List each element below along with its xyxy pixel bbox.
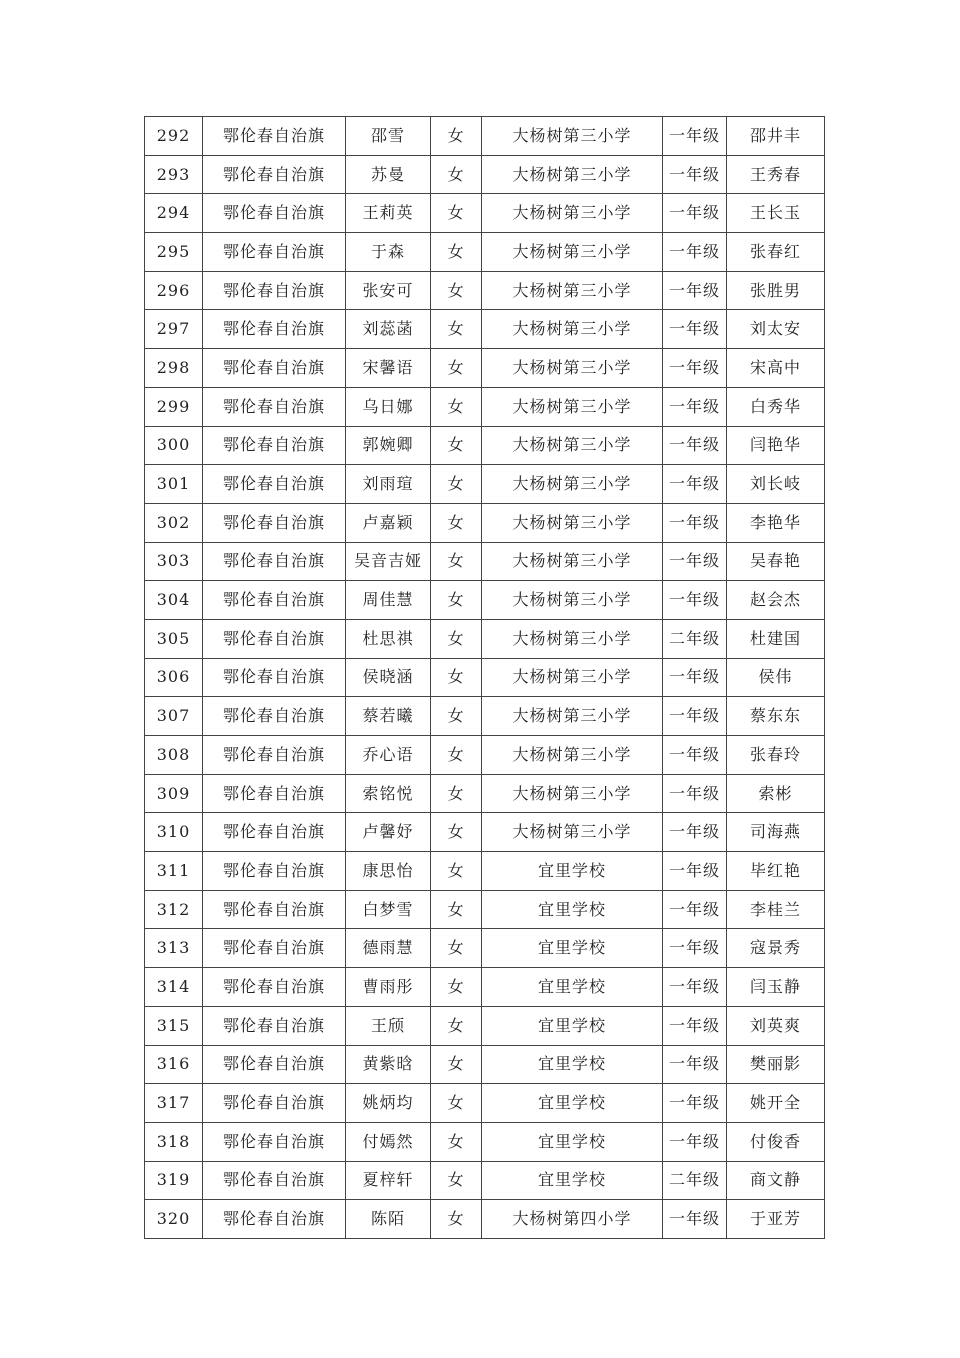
grade-cell: 一年级 (663, 271, 727, 310)
school-cell: 大杨树第三小学 (482, 155, 663, 194)
student-name-cell: 曹雨彤 (346, 968, 431, 1007)
row-number-cell: 320 (145, 1200, 203, 1239)
school-cell: 大杨树第三小学 (482, 310, 663, 349)
row-number-cell: 312 (145, 890, 203, 929)
region-cell: 鄂伦春自治旗 (203, 774, 346, 813)
region-cell: 鄂伦春自治旗 (203, 1045, 346, 1084)
school-cell: 宜里学校 (482, 1084, 663, 1123)
student-name-cell: 蔡若曦 (346, 697, 431, 736)
table-row (145, 1045, 825, 1084)
guardian-name-cell: 赵会杰 (727, 581, 825, 620)
table-row (145, 581, 825, 620)
grade-cell: 一年级 (663, 968, 727, 1007)
student-name-cell: 黄紫晗 (346, 1045, 431, 1084)
row-number-cell: 314 (145, 968, 203, 1007)
school-cell: 宜里学校 (482, 890, 663, 929)
school-cell: 大杨树第三小学 (482, 658, 663, 697)
student-name-cell: 杜思祺 (346, 619, 431, 658)
student-name-cell: 康思怡 (346, 852, 431, 891)
guardian-name-cell: 寇景秀 (727, 929, 825, 968)
student-name-cell: 乌日娜 (346, 387, 431, 426)
school-cell: 大杨树第三小学 (482, 774, 663, 813)
region-cell: 鄂伦春自治旗 (203, 1122, 346, 1161)
gender-cell: 女 (431, 929, 482, 968)
school-cell: 宜里学校 (482, 1122, 663, 1161)
region-cell: 鄂伦春自治旗 (203, 310, 346, 349)
row-number-cell: 307 (145, 697, 203, 736)
school-cell: 大杨树第三小学 (482, 619, 663, 658)
row-number-cell: 302 (145, 503, 203, 542)
gender-cell: 女 (431, 1122, 482, 1161)
school-cell: 大杨树第三小学 (482, 271, 663, 310)
region-cell: 鄂伦春自治旗 (203, 271, 346, 310)
student-name-cell: 夏梓轩 (346, 1161, 431, 1200)
region-cell: 鄂伦春自治旗 (203, 890, 346, 929)
guardian-name-cell: 付俊香 (727, 1122, 825, 1161)
guardian-name-cell: 商文静 (727, 1161, 825, 1200)
student-name-cell: 吴音吉娅 (346, 542, 431, 581)
region-cell: 鄂伦春自治旗 (203, 233, 346, 272)
grade-cell: 一年级 (663, 155, 727, 194)
row-number-cell: 303 (145, 542, 203, 581)
student-name-cell: 于森 (346, 233, 431, 272)
student-name-cell: 付嫣然 (346, 1122, 431, 1161)
grade-cell: 一年级 (663, 310, 727, 349)
guardian-name-cell: 张春红 (727, 233, 825, 272)
region-cell: 鄂伦春自治旗 (203, 581, 346, 620)
row-number-cell: 304 (145, 581, 203, 620)
region-cell: 鄂伦春自治旗 (203, 813, 346, 852)
gender-cell: 女 (431, 1045, 482, 1084)
guardian-name-cell: 樊丽影 (727, 1045, 825, 1084)
grade-cell: 二年级 (663, 619, 727, 658)
region-cell: 鄂伦春自治旗 (203, 619, 346, 658)
guardian-name-cell: 王长玉 (727, 194, 825, 233)
school-cell: 大杨树第三小学 (482, 387, 663, 426)
row-number-cell: 317 (145, 1084, 203, 1123)
guardian-name-cell: 刘长岐 (727, 465, 825, 504)
student-name-cell: 刘蕊菡 (346, 310, 431, 349)
table-row (145, 117, 825, 156)
row-number-cell: 299 (145, 387, 203, 426)
row-number-cell: 292 (145, 117, 203, 156)
row-number-cell: 305 (145, 619, 203, 658)
student-name-cell: 乔心语 (346, 736, 431, 775)
region-cell: 鄂伦春自治旗 (203, 929, 346, 968)
row-number-cell: 309 (145, 774, 203, 813)
row-number-cell: 319 (145, 1161, 203, 1200)
student-name-cell: 德雨慧 (346, 929, 431, 968)
row-number-cell: 310 (145, 813, 203, 852)
school-cell: 宜里学校 (482, 968, 663, 1007)
gender-cell: 女 (431, 387, 482, 426)
region-cell: 鄂伦春自治旗 (203, 852, 346, 891)
guardian-name-cell: 刘太安 (727, 310, 825, 349)
student-name-cell: 张安可 (346, 271, 431, 310)
gender-cell: 女 (431, 774, 482, 813)
school-cell: 大杨树第三小学 (482, 542, 663, 581)
region-cell: 鄂伦春自治旗 (203, 503, 346, 542)
grade-cell: 一年级 (663, 426, 727, 465)
gender-cell: 女 (431, 233, 482, 272)
table-row (145, 929, 825, 968)
row-number-cell: 301 (145, 465, 203, 504)
guardian-name-cell: 于亚芳 (727, 1200, 825, 1239)
region-cell: 鄂伦春自治旗 (203, 1200, 346, 1239)
gender-cell: 女 (431, 1084, 482, 1123)
row-number-cell: 297 (145, 310, 203, 349)
school-cell: 大杨树第三小学 (482, 736, 663, 775)
region-cell: 鄂伦春自治旗 (203, 349, 346, 388)
region-cell: 鄂伦春自治旗 (203, 736, 346, 775)
row-number-cell: 294 (145, 194, 203, 233)
gender-cell: 女 (431, 465, 482, 504)
school-cell: 宜里学校 (482, 1045, 663, 1084)
table-row (145, 736, 825, 775)
guardian-name-cell: 索彬 (727, 774, 825, 813)
gender-cell: 女 (431, 658, 482, 697)
guardian-name-cell: 刘英爽 (727, 1006, 825, 1045)
school-cell: 大杨树第三小学 (482, 194, 663, 233)
gender-cell: 女 (431, 736, 482, 775)
guardian-name-cell: 吴春艳 (727, 542, 825, 581)
school-cell: 大杨树第三小学 (482, 426, 663, 465)
table-row (145, 465, 825, 504)
region-cell: 鄂伦春自治旗 (203, 697, 346, 736)
school-cell: 宜里学校 (482, 1006, 663, 1045)
row-number-cell: 315 (145, 1006, 203, 1045)
guardian-name-cell: 李艳华 (727, 503, 825, 542)
region-cell: 鄂伦春自治旗 (203, 194, 346, 233)
school-cell: 大杨树第三小学 (482, 503, 663, 542)
region-cell: 鄂伦春自治旗 (203, 387, 346, 426)
student-name-cell: 郭婉卿 (346, 426, 431, 465)
row-number-cell: 316 (145, 1045, 203, 1084)
grade-cell: 一年级 (663, 194, 727, 233)
region-cell: 鄂伦春自治旗 (203, 658, 346, 697)
student-name-cell: 王莉英 (346, 194, 431, 233)
school-cell: 大杨树第三小学 (482, 349, 663, 388)
guardian-name-cell: 毕红艳 (727, 852, 825, 891)
student-name-cell: 宋馨语 (346, 349, 431, 388)
school-cell: 大杨树第三小学 (482, 233, 663, 272)
gender-cell: 女 (431, 1200, 482, 1239)
gender-cell: 女 (431, 813, 482, 852)
region-cell: 鄂伦春自治旗 (203, 465, 346, 504)
grade-cell: 一年级 (663, 1122, 727, 1161)
table-row (145, 233, 825, 272)
student-name-cell: 姚炳均 (346, 1084, 431, 1123)
row-number-cell: 311 (145, 852, 203, 891)
table-row (145, 155, 825, 194)
row-number-cell: 308 (145, 736, 203, 775)
school-cell: 大杨树第三小学 (482, 813, 663, 852)
row-number-cell: 296 (145, 271, 203, 310)
guardian-name-cell: 张春玲 (727, 736, 825, 775)
region-cell: 鄂伦春自治旗 (203, 1006, 346, 1045)
region-cell: 鄂伦春自治旗 (203, 1084, 346, 1123)
gender-cell: 女 (431, 968, 482, 1007)
school-cell: 大杨树第四小学 (482, 1200, 663, 1239)
gender-cell: 女 (431, 1006, 482, 1045)
student-name-cell: 索铭悦 (346, 774, 431, 813)
table-row (145, 387, 825, 426)
grade-cell: 一年级 (663, 542, 727, 581)
grade-cell: 一年级 (663, 658, 727, 697)
region-cell: 鄂伦春自治旗 (203, 426, 346, 465)
table-row (145, 194, 825, 233)
grade-cell: 一年级 (663, 736, 727, 775)
gender-cell: 女 (431, 194, 482, 233)
table-row (145, 890, 825, 929)
table-row (145, 271, 825, 310)
table-row (145, 1084, 825, 1123)
table-row (145, 1200, 825, 1239)
table-row (145, 426, 825, 465)
grade-cell: 一年级 (663, 813, 727, 852)
guardian-name-cell: 李桂兰 (727, 890, 825, 929)
school-cell: 大杨树第三小学 (482, 697, 663, 736)
student-name-cell: 陈陌 (346, 1200, 431, 1239)
gender-cell: 女 (431, 852, 482, 891)
gender-cell: 女 (431, 697, 482, 736)
row-number-cell: 300 (145, 426, 203, 465)
table-row (145, 658, 825, 697)
student-roster-table (144, 116, 825, 1239)
grade-cell: 一年级 (663, 581, 727, 620)
grade-cell: 一年级 (663, 774, 727, 813)
table-row (145, 968, 825, 1007)
school-cell: 大杨树第三小学 (482, 581, 663, 620)
guardian-name-cell: 闫玉静 (727, 968, 825, 1007)
guardian-name-cell: 邵井丰 (727, 117, 825, 156)
row-number-cell: 313 (145, 929, 203, 968)
school-cell: 大杨树第三小学 (482, 465, 663, 504)
guardian-name-cell: 侯伟 (727, 658, 825, 697)
student-name-cell: 卢嘉颖 (346, 503, 431, 542)
school-cell: 宜里学校 (482, 852, 663, 891)
guardian-name-cell: 宋高中 (727, 349, 825, 388)
table-row (145, 542, 825, 581)
row-number-cell: 306 (145, 658, 203, 697)
student-name-cell: 王颀 (346, 1006, 431, 1045)
guardian-name-cell: 司海燕 (727, 813, 825, 852)
gender-cell: 女 (431, 271, 482, 310)
guardian-name-cell: 张胜男 (727, 271, 825, 310)
gender-cell: 女 (431, 117, 482, 156)
table-row (145, 619, 825, 658)
table-row (145, 310, 825, 349)
grade-cell: 一年级 (663, 1006, 727, 1045)
gender-cell: 女 (431, 1161, 482, 1200)
row-number-cell: 318 (145, 1122, 203, 1161)
table-row (145, 1161, 825, 1200)
grade-cell: 一年级 (663, 890, 727, 929)
region-cell: 鄂伦春自治旗 (203, 155, 346, 194)
gender-cell: 女 (431, 890, 482, 929)
grade-cell: 一年级 (663, 1200, 727, 1239)
table-row (145, 1006, 825, 1045)
school-cell: 宜里学校 (482, 929, 663, 968)
grade-cell: 一年级 (663, 697, 727, 736)
guardian-name-cell: 杜建国 (727, 619, 825, 658)
guardian-name-cell: 白秀华 (727, 387, 825, 426)
grade-cell: 二年级 (663, 1161, 727, 1200)
grade-cell: 一年级 (663, 852, 727, 891)
guardian-name-cell: 闫艳华 (727, 426, 825, 465)
guardian-name-cell: 蔡东东 (727, 697, 825, 736)
table-row (145, 349, 825, 388)
school-cell: 宜里学校 (482, 1161, 663, 1200)
school-cell: 大杨树第三小学 (482, 117, 663, 156)
row-number-cell: 295 (145, 233, 203, 272)
table-row (145, 1122, 825, 1161)
grade-cell: 一年级 (663, 387, 727, 426)
gender-cell: 女 (431, 619, 482, 658)
grade-cell: 一年级 (663, 117, 727, 156)
gender-cell: 女 (431, 581, 482, 620)
student-name-cell: 苏曼 (346, 155, 431, 194)
grade-cell: 一年级 (663, 1084, 727, 1123)
table-row (145, 697, 825, 736)
roster-body (145, 117, 825, 1239)
table-row (145, 813, 825, 852)
gender-cell: 女 (431, 542, 482, 581)
region-cell: 鄂伦春自治旗 (203, 968, 346, 1007)
guardian-name-cell: 姚开全 (727, 1084, 825, 1123)
region-cell: 鄂伦春自治旗 (203, 542, 346, 581)
gender-cell: 女 (431, 155, 482, 194)
student-name-cell: 刘雨瑄 (346, 465, 431, 504)
grade-cell: 一年级 (663, 233, 727, 272)
row-number-cell: 298 (145, 349, 203, 388)
gender-cell: 女 (431, 426, 482, 465)
table-row (145, 852, 825, 891)
student-name-cell: 周佳慧 (346, 581, 431, 620)
table-row (145, 503, 825, 542)
grade-cell: 一年级 (663, 349, 727, 388)
guardian-name-cell: 王秀春 (727, 155, 825, 194)
region-cell: 鄂伦春自治旗 (203, 117, 346, 156)
student-name-cell: 侯晓涵 (346, 658, 431, 697)
student-name-cell: 卢馨妤 (346, 813, 431, 852)
grade-cell: 一年级 (663, 503, 727, 542)
grade-cell: 一年级 (663, 465, 727, 504)
region-cell: 鄂伦春自治旗 (203, 1161, 346, 1200)
gender-cell: 女 (431, 310, 482, 349)
student-name-cell: 白梦雪 (346, 890, 431, 929)
gender-cell: 女 (431, 349, 482, 388)
gender-cell: 女 (431, 503, 482, 542)
table-row (145, 774, 825, 813)
grade-cell: 一年级 (663, 1045, 727, 1084)
student-name-cell: 邵雪 (346, 117, 431, 156)
grade-cell: 一年级 (663, 929, 727, 968)
row-number-cell: 293 (145, 155, 203, 194)
